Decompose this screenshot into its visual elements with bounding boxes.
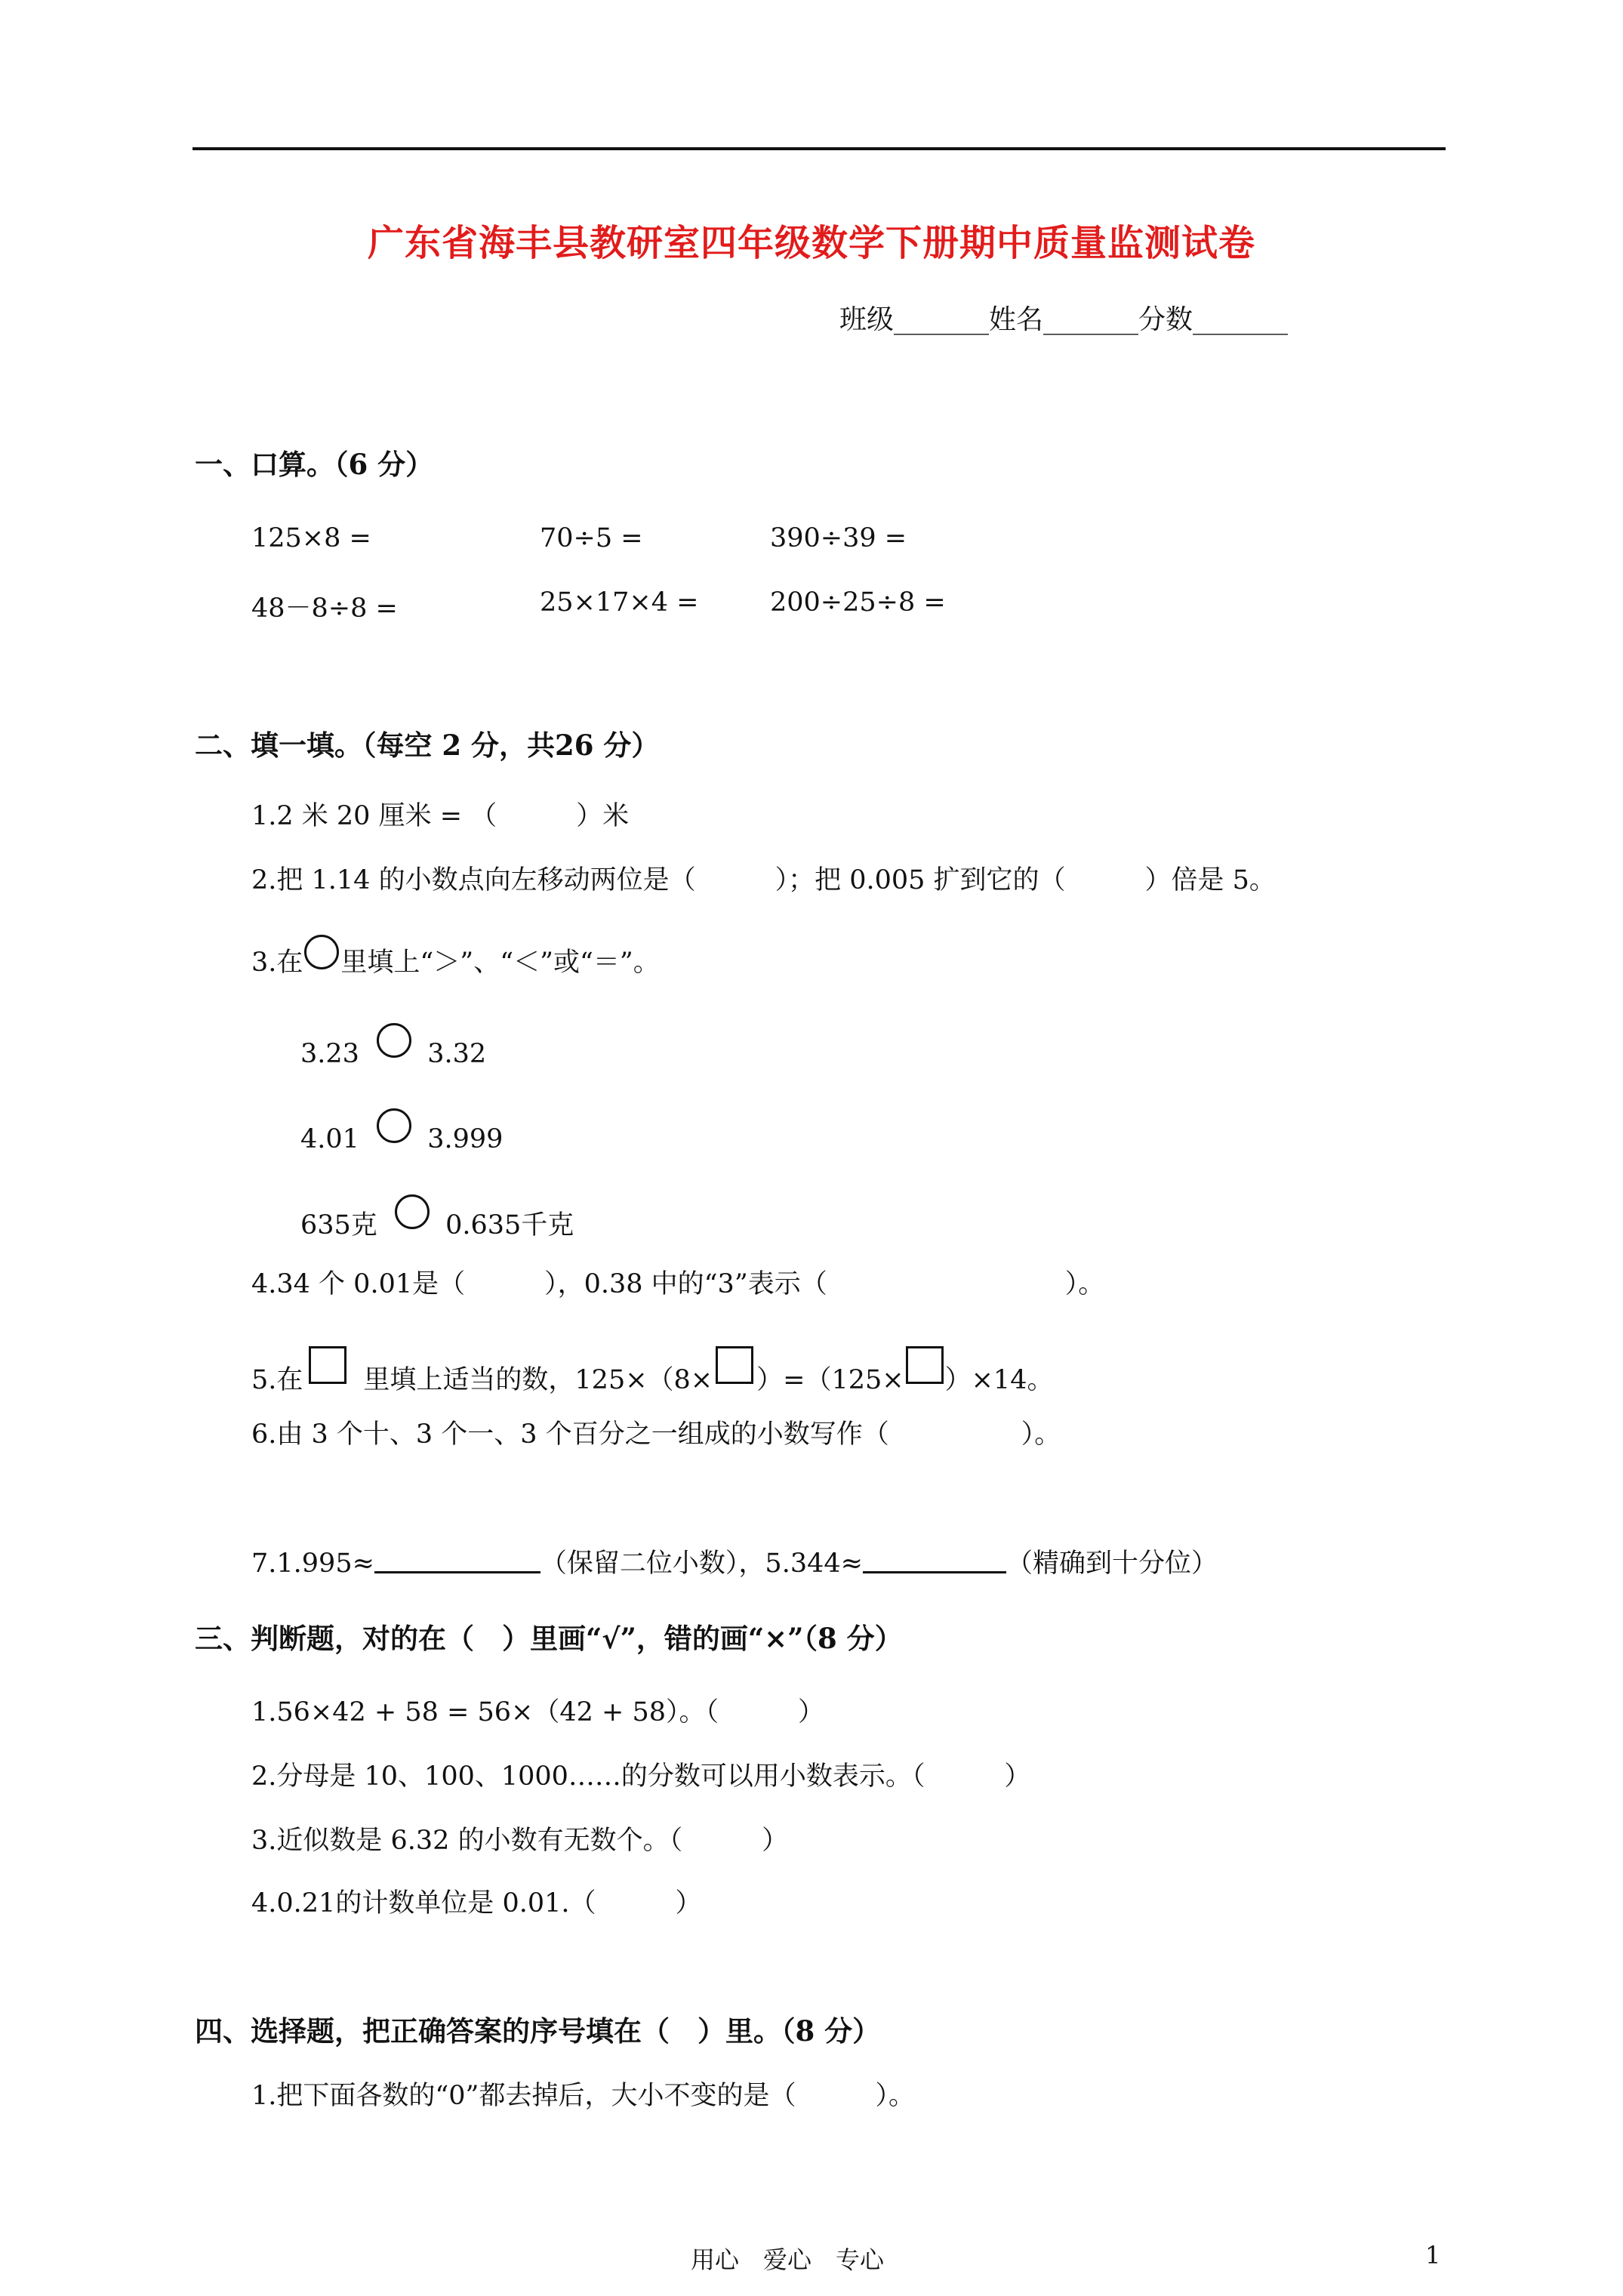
section2-heading: 二、填一填。（每空 2 分，共26 分） (195, 729, 660, 762)
header-rule (192, 147, 1446, 150)
fill-question-6: 6.由 3 个十、3 个一、3 个百分之一组成的小数写作（ ）。 (251, 1419, 1061, 1450)
judge-item: 3.近似数是 6.32 的小数有无数个。（ ） (251, 1826, 789, 1856)
compare-left: 3.23 (300, 1039, 359, 1069)
answer-blank[interactable] (863, 1549, 1006, 1573)
compare-circle[interactable] (377, 1023, 411, 1058)
fill-question-5 (251, 1346, 1053, 1397)
judge-item: 2.分母是 10、100、1000……的分数可以用小数表示。（ ） (251, 1761, 1031, 1792)
calc-item: 25×17×4 = (540, 587, 699, 618)
section3-heading: 三、判断题，对的在（ ）里画“√”，错的画“×”（8 分） (195, 1622, 903, 1655)
q5-prefix: 5.在 (251, 1365, 303, 1395)
answer-blank[interactable] (374, 1549, 540, 1573)
compare-circle[interactable] (395, 1194, 430, 1229)
fill-question-2: 2.把 1.14 的小数点向左移动两位是（ ）；把 0.005 扩到它的（ ）倍是 5。 (251, 865, 1276, 895)
calc-item: 200÷25÷8 = (770, 587, 946, 618)
square-box[interactable] (309, 1346, 346, 1384)
square-box[interactable] (906, 1346, 944, 1384)
compare-right: 0.635千克 (445, 1210, 574, 1240)
q7-text-2: （精确到十分位） (1006, 1549, 1218, 1579)
compare-right: 3.999 (427, 1124, 504, 1154)
compare-right: 3.32 (427, 1039, 487, 1069)
fill-question-7 (251, 1542, 1218, 1580)
judge-item: 1.56×42 + 58 = 56×（42 + 58）。（ ） (251, 1697, 824, 1727)
judge-item: 4.0.21的计数单位是 0.01.（ ） (251, 1888, 702, 1918)
q3-text: 里填上“＞”、“＜”或“＝”。 (340, 948, 660, 978)
calc-item: 48－8÷8 = (251, 593, 398, 624)
section1-heading: 一、口算。（6 分） (195, 448, 434, 481)
footer-motto: 用心 爱心 专心 (691, 2245, 885, 2274)
calc-item: 125×8 = (251, 523, 371, 553)
section4-heading: 四、选择题，把正确答案的序号填在（ ）里。（8 分） (195, 2014, 881, 2048)
circle-icon (304, 935, 339, 969)
q5-text-3: ）×14。 (944, 1365, 1054, 1395)
student-info-line: 班级_______姓名_______分数_______ (839, 304, 1289, 335)
q5-text-2: ）=（125× (756, 1365, 904, 1395)
fill-question-1: 1.2 米 20 厘米 = （ ）米 (251, 801, 630, 831)
choice-question-1: 1.把下面各数的“0”都去掉后，大小不变的是（ ）。 (251, 2081, 915, 2111)
page-number: 1 (1425, 2241, 1441, 2270)
page-title: 广东省海丰县教研室四年级数学下册期中质量监测试卷 (367, 222, 1255, 264)
compare-row (300, 1023, 486, 1069)
q5-text: 里填上适当的数，125×（8× (363, 1365, 713, 1395)
calc-item: 70÷5 = (540, 523, 643, 553)
compare-row (300, 1194, 574, 1242)
compare-left: 635克 (300, 1210, 377, 1240)
fill-question-4: 4.34 个 0.01是（ ），0.38 中的“3”表示（ ）。 (251, 1269, 1105, 1299)
fill-question-3 (251, 935, 660, 979)
compare-circle[interactable] (377, 1108, 411, 1143)
compare-row (300, 1108, 503, 1154)
q7-prefix: 7.1.995≈ (251, 1549, 374, 1579)
compare-left: 4.01 (300, 1124, 359, 1154)
q7-text: （保留二位小数），5.344≈ (540, 1549, 863, 1579)
q3-prefix: 3.在 (251, 948, 303, 978)
square-box[interactable] (716, 1346, 753, 1384)
calc-item: 390÷39 = (770, 523, 907, 553)
